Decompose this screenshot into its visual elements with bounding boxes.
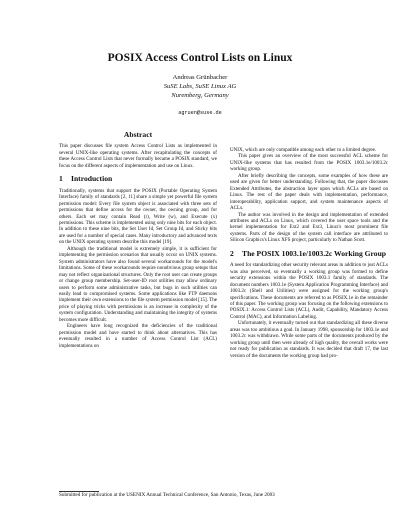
section-1-number: 1 <box>59 174 63 184</box>
right-paragraph: After briefly describing the concepts, some examples of how these are used are given for better understanding. Following that, the paper discusses Extended Attributes, the abstraction layer upon which ACLs are based on Linux. The rest of the paper deals with implementation, performance, interoperability, application support, and system maintenance aspects of ACLs. <box>230 172 388 212</box>
section-1-paragraph: Engineers have long recognized the deficiencies of the traditional permission model and have started to think about alternatives. This has eventually resulted in a number of Access Control List (ACL) implementations on <box>59 323 217 349</box>
right-paragraph: This paper gives an overview of the most successful ACL scheme for UNIX-like systems that has resulted from the POSIX 1003.1e/1003.2c working group. <box>230 153 388 173</box>
author-city: Nuremberg, Germany <box>171 92 229 99</box>
right-paragraph: UNIX, which are only compatible among each other to a limited degree. <box>230 147 377 153</box>
left-column <box>59 132 217 349</box>
abstract-text: This paper discusses file system Access Control Lists as implemented in several UNIX-like operating systems. After recapitulating the concepts of these Access Control Lists that never formally became a POSIX standard, we focus on the different aspects of implementation and use on Linux. <box>59 143 217 169</box>
paper-title: POSIX Access Control Lists on Linux <box>107 52 293 64</box>
section-2-paragraph: A need for standardizing other security relevant areas in addition to just ACLs was also perceived, so eventually a working group was formed to define security extensions within the POSIX 1003.1 family of standards. The document numbers 1003.1e (System Application Programming Interface) and 1003.2c (Shell and Utilities) were assigned for the working group's specifications. These documents are referred to as POSIX.1e in the remainder of this paper. The working group was focusing on the following extensions to POSIX.1: Access Control Lists (ACL), Audit, Capability, Mandatory Access Control (MAC), and Information Labeling. <box>230 262 388 320</box>
section-1-paragraph: Although the traditional model is extremely simple, it is sufficient for implementing the permission scenarios that usually occur on UNIX systems. System administrators have also found several workarounds for the model's limitations. Some of these workarounds require nonobvious group setups that may not reflect organizational structures. Only the root user can create groups or change group membership. Set-user-ID root utilities may allow ordinary users to perform some administrative tasks, but bugs in such utilities can easily lead to compromised systems. Some applications like FTP daemons implement their own extensions to the file system permission model [15]. The price of playing tricks with permissions is an increase in complexity of the system configuration. Understanding and maintaining the integrity of systems becomes more difficult. <box>59 245 217 323</box>
section-1-title: Introduction <box>71 174 113 184</box>
author-email: agruen@suse.de <box>178 110 222 116</box>
author-affiliation: SuSE Labs, SuSE Linux AG <box>163 83 237 90</box>
right-paragraph: The author was involved in the design and implementation of extended attributes and ACLs on Linux, which covered the user space tools and the kernel implementation for Ext2 and Ext3, Linux's most prominent file systems. Parts of the design of the system call interface are attributed to Silicon Graphics's Linux XFS project, particularly to Nathan Scott. <box>230 211 388 244</box>
section-2-number: 2 <box>230 248 234 258</box>
section-1-paragraph: Traditionally, systems that support the POSIX (Portable Operating System Interface) family of standards [2, 11] share a simple yet powerful file system permission model: Every file system object is associated with three sets of permissions that define access for the owner, the owning group, and for others. Each set may contain Read (r), Write (w), and Execute (x) permissions. This scheme is implemented using only nine bits for each object. In addition to these nine bits, the Set User Id, Set Group Id, and Sticky bits are used for a number of special cases. Many introductory and advanced texts on the UNIX operating system describe this model [19]. <box>59 187 217 246</box>
footnote: Submitted for publication at the USENIX Annual Technical Conference, San Antonio, Texas, June 2003 <box>59 492 275 498</box>
section-2-heading <box>230 248 388 258</box>
right-column <box>230 147 388 359</box>
author-name: Andreas Grünbacher <box>172 74 228 81</box>
section-2-paragraph: Unfortunately, it eventually turned out that standardizing all these diverse areas was too ambitious a goal. In January 1998, sponsorship for 1003.1e and 1003.2c was withdrawn. While some parts of the documents produced by the working group until then were already of high quality, the overall works were not ready for publication as standards. It was decided that draft 17, the last version of the documents the working group had pro- <box>230 320 388 359</box>
abstract-heading: Abstract <box>123 130 153 139</box>
section-1-heading <box>59 176 217 182</box>
section-2-title: The POSIX 1003.1e/1003.2c Working Group <box>242 248 387 258</box>
